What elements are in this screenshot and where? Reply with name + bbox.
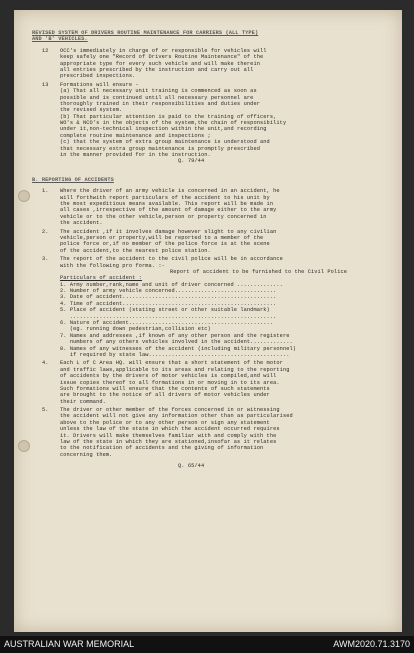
para-line: OCC's immediately in charge of or responsible for vehicles will [60, 47, 267, 54]
para-line: with the following pro forma. :- [60, 262, 165, 269]
archive-footer [0, 636, 414, 653]
para-line: vehicle,person or property,will be reported to a member of the [60, 234, 264, 241]
para-line: of the accident,to the nearest police station. [60, 247, 211, 254]
proforma-item: 3. Date of accident............................................... [60, 294, 277, 301]
para-line: WO's & NCO's in the objects of the system,the chain of responsibility [60, 120, 287, 127]
para-line: their command. [60, 398, 106, 405]
section-b-paragraph-5 [32, 407, 394, 470]
para-line: vehicle or to the other vehicle,person or property concerned in [60, 213, 267, 220]
paragraph-number: 1. [42, 188, 49, 195]
para-line: thoroughly trained in their responsibilities and duties under [60, 100, 260, 107]
proforma-item: 2. Number of army vehicle concerned............................... [60, 288, 277, 295]
section-b-paragraph-2 [32, 229, 394, 255]
para-line: unless the law of the state in which the accident occurred requires [60, 426, 280, 433]
proforma-item: if required by state law........................................... [60, 351, 290, 358]
para-line: appropriate type for every such vehicle and will make therein [60, 60, 260, 67]
para-line: in the manner provided for in the instruction. [60, 152, 211, 159]
section-heading: B. REPORTING OF ACCIDENTS [32, 176, 114, 183]
archive-reference-number: AWM2020.71.3170 [333, 639, 410, 649]
paragraph-number: 12 [42, 47, 49, 54]
file-reference: Q. 65/44 [178, 463, 205, 470]
para-line: law of the state in which they are stationed,insofar as it relates [60, 439, 277, 446]
para-line: the accident. [60, 220, 103, 227]
para-line: the most expeditious means available. This report will be made in [60, 200, 274, 207]
para-line: The driver or other member of the forces concerned in or witnessing [60, 407, 280, 414]
proforma-item: (eg. running down pedestrian,collision etc) [60, 326, 211, 333]
paragraph-number: 3. [42, 256, 49, 263]
para-line: will forthwith report particulars of the accident to his unit by [60, 194, 270, 201]
para-line: it. Drivers will make themselves familiar with and comply with the [60, 432, 277, 439]
proforma-item: 7. Names and addresses ,if known of any other person and the registere [60, 332, 290, 339]
para-line: (b) That particular attention is paid to the training of officers, [60, 113, 277, 120]
proforma-subtitle: Particulars of accident : [60, 275, 142, 282]
section-b-paragraph-4 [32, 360, 394, 405]
para-line: under it,non-technical inspection within the unit,and recording [60, 126, 267, 133]
para-line: to the notification of accidents and the giving of information [60, 445, 264, 452]
para-line: possible and is continued until all necessary personnel are [60, 94, 254, 101]
paragraph-number: 5. [42, 407, 49, 414]
proforma-title: Report of accident to be furnished to the Civil Police [170, 268, 348, 275]
para-line: Each L of C Area HQ. will ensure that a short statement of the motor [60, 360, 283, 367]
para-line: police force or,if no member of the police force is at the scene [60, 241, 270, 248]
doc-title-line-1: REVISED SYSTEM OF DRIVERS ROUTINE MAINTENANCE FOR CARRIERS (ALL TYPE) [32, 30, 259, 36]
para-line: Where the driver of an army vehicle is concerned in an accident, he [60, 188, 280, 195]
paragraph-number: 2. [42, 228, 49, 235]
para-line: Formations will ensure - [60, 81, 139, 88]
document-body [32, 30, 394, 472]
para-line: Such formations will ensure that the contents of such statements [60, 385, 270, 392]
para-line: concerning them. [60, 451, 113, 458]
punch-hole-bottom [18, 440, 30, 452]
proforma-item: 8. Names of any witnesses of the accident (including military personnel) [60, 345, 297, 352]
para-line: and traffic laws,applicable to its areas and relating to the reporting [60, 366, 290, 373]
para-line: keep safely one "Record of Drivers Routine Maintenance" of the [60, 54, 264, 61]
proforma-item: 4. Time of accident............................................... [60, 300, 277, 307]
para-line: issue copies thereof to all formations in or moving in to its area. [60, 379, 280, 386]
para-line: that necessary extra group maintenance is promptly prescribed [60, 145, 260, 152]
paragraph-number: 4. [42, 360, 49, 367]
proforma-item: ............................................................... [60, 313, 277, 320]
para-line: complete routine maintenance and inspections ; [60, 132, 211, 139]
section-b-paragraph-3 [32, 256, 394, 358]
paragraph-number: 13 [42, 81, 49, 88]
para-line: of accidents by the drivers of motor vehicles is compiled,and will [60, 373, 277, 380]
paragraph-13 [32, 82, 394, 165]
para-line: the accident will not give any information other than as particularised [60, 413, 293, 420]
proforma-item: 6. Nature of accident............................................ [60, 320, 274, 327]
para-line: the revised system. [60, 107, 123, 114]
proforma-item: 5. Place of accident (stating street or other suitable landmark) [60, 307, 270, 314]
proforma-item: numbers of any others vehicles involved in the accident............. [60, 339, 293, 346]
para-line: prescribed inspections. [60, 73, 136, 80]
punch-hole-top [18, 190, 30, 202]
archive-name: AUSTRALIAN WAR MEMORIAL [4, 639, 135, 649]
proforma-item: 1. Army number,rank,name and unit of driver concerned .............. [60, 281, 283, 288]
para-line: all cases ,irrespective of the amount of damage either to the army [60, 207, 277, 214]
doc-title-line-2: AND 'B' VEHICLES. [32, 36, 88, 43]
para-line: all entries prescribed by the instruction and carry out all [60, 66, 254, 73]
document-page [14, 10, 402, 632]
file-reference: Q. 79/44 [178, 158, 205, 165]
para-line: The accident ,if it involves damage however slight to any civilian [60, 228, 277, 235]
para-line: are brought to the notice of all drivers of motor vehicles under [60, 392, 270, 399]
para-line: (c) that the system of extra group maintenance is understood and [60, 139, 270, 146]
para-line: (a) That all necessary unit training is commenced as soon as [60, 88, 257, 95]
para-line: above to the police or to any other person or sign any statement [60, 419, 270, 426]
paragraph-12 [32, 48, 394, 80]
section-b-paragraph-1 [32, 188, 394, 226]
para-line: The report of the accident to the civil police will be in accordance [60, 256, 283, 263]
